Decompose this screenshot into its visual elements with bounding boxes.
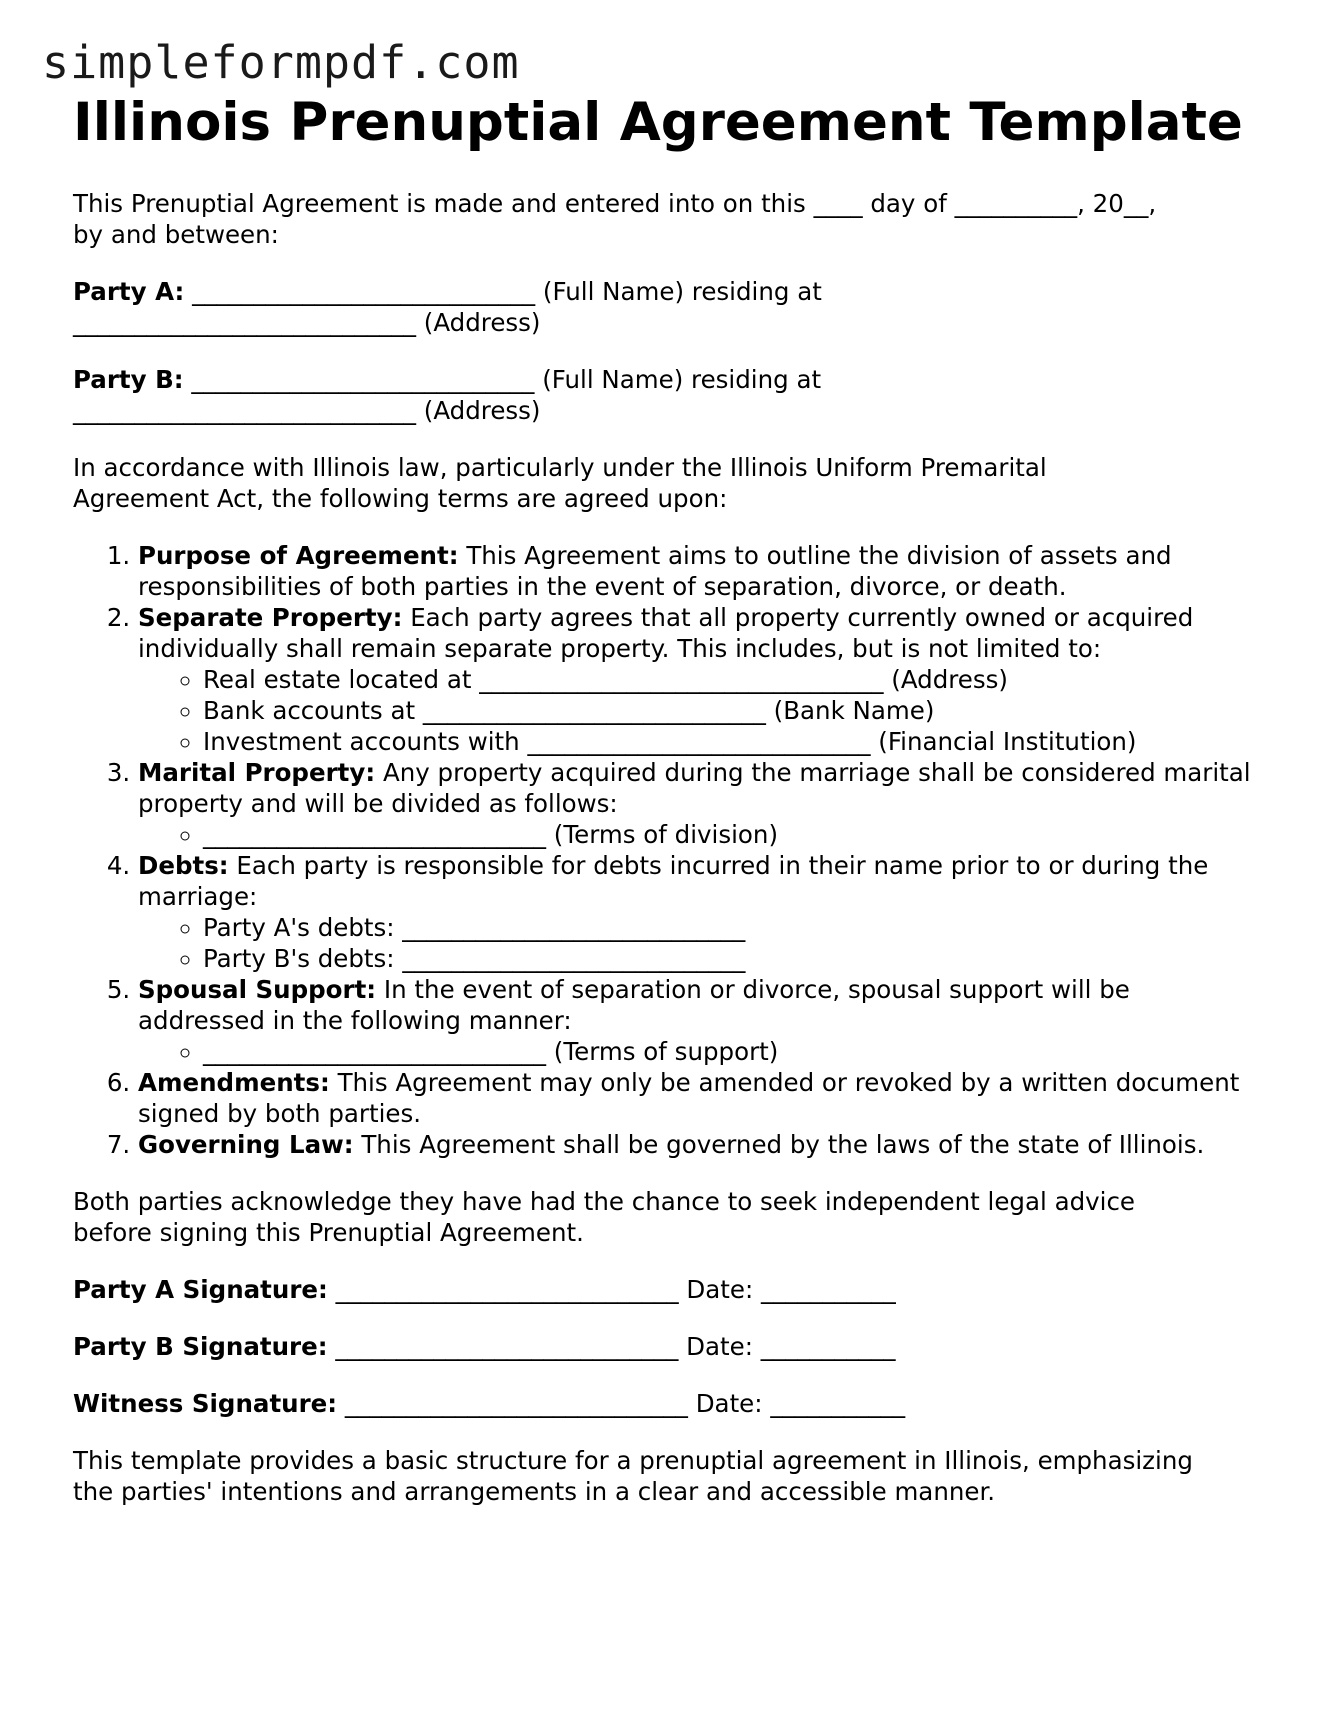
term-heading: Amendments: [138, 1068, 330, 1097]
term-text: Any property acquired during the marriage shall be considered marital property and will be divided as follows: [138, 758, 1251, 818]
term-heading: Purpose of Agreement: [138, 541, 459, 570]
intro-line-1: This Prenuptial Agreement is made and entered into on this ____ day of __________, 20__, [73, 189, 1157, 218]
signature-row-witness [73, 1388, 1253, 1419]
term-subitems [138, 1036, 1253, 1067]
intro-line-2: by and between: [73, 220, 279, 249]
term-item [138, 1129, 1253, 1160]
signature-label: Party A Signature: [73, 1275, 328, 1304]
date-label: Date: [695, 1389, 763, 1418]
term-text: In the event of separation or divorce, spousal support will be addressed in the following manner: [138, 975, 1130, 1035]
term-heading: Debts: [138, 851, 229, 880]
term-heading: Spousal Support: [138, 975, 377, 1004]
signature-row-party-b [73, 1331, 1253, 1362]
term-subitem: ◦ Investment accounts with ____________________________ (Financial Institution) [203, 726, 1253, 757]
watermark-text: simpleformpdf.com [42, 36, 520, 89]
date-label: Date: [686, 1332, 753, 1361]
term-heading: Governing Law: [138, 1130, 354, 1159]
signature-label: Witness Signature: [73, 1389, 338, 1418]
term-text: This Agreement may only be amended or revoked by a written document signed by both parties. [138, 1068, 1240, 1128]
term-subitem: ◦ ____________________________ (Terms of division) [203, 819, 1253, 850]
terms-list [73, 540, 1253, 1160]
term-item [138, 1067, 1253, 1129]
date-line: ___________ [770, 1389, 906, 1418]
party-b-address-line: ____________________________ (Address) [73, 396, 541, 425]
term-text: This Agreement aims to outline the division of assets and responsibilities of both parties in the event of separation, divorce, or death. [138, 541, 1172, 601]
term-item [138, 540, 1253, 602]
party-a-block [73, 276, 1253, 338]
term-subitem: ◦ Party B's debts: ____________________________ [203, 943, 1253, 974]
date-line: ___________ [761, 1275, 896, 1304]
intro-paragraph [73, 188, 1253, 250]
term-item [138, 602, 1253, 757]
date-label: Date: [686, 1275, 754, 1304]
closing-paragraph: This template provides a basic structure for a prenuptial agreement in Illinois, emphasizing the parties' intentions and arrangements in a clear and accessible manner. [73, 1446, 1193, 1506]
term-heading: Separate Property: [138, 603, 403, 632]
document-page [73, 92, 1253, 1533]
document-title: Illinois Prenuptial Agreement Template [73, 92, 1243, 153]
party-a-address-line: ____________________________ (Address) [73, 308, 541, 337]
term-heading: Marital Property: [138, 758, 376, 787]
party-b-name-line: ____________________________ (Full Name) residing at [191, 365, 822, 394]
signature-line: ____________________________ [335, 1332, 679, 1361]
term-item [138, 850, 1253, 974]
law-intro-paragraph: In accordance with Illinois law, particularly under the Illinois Uniform Premarital Agreement Act, the following terms are agreed upon: [73, 453, 1047, 513]
term-text: Each party agrees that all property currently owned or acquired individually shall remain separate property. This includes, but is not limited to: [138, 603, 1194, 663]
term-subitem: ◦ Bank accounts at ____________________________ (Bank Name) [203, 695, 1253, 726]
term-subitem: ◦ Real estate located at _________________________________ (Address) [203, 664, 1253, 695]
acknowledgement-paragraph: Both parties acknowledge they have had the chance to seek independent legal advice before signing this Prenuptial Agreement. [73, 1187, 1135, 1247]
party-b-block [73, 364, 1253, 426]
term-item [138, 757, 1253, 850]
term-subitem: ◦ ____________________________ (Terms of support) [203, 1036, 1253, 1067]
signature-row-party-a [73, 1274, 1253, 1305]
signature-label: Party B Signature: [73, 1332, 328, 1361]
term-subitem: ◦ Party A's debts: ____________________________ [203, 912, 1253, 943]
date-line: ___________ [760, 1332, 896, 1361]
term-item [138, 974, 1253, 1067]
party-a-label: Party A: [73, 277, 185, 306]
signature-line: ____________________________ [335, 1275, 679, 1304]
party-b-label: Party B: [73, 365, 184, 394]
term-subitems [138, 912, 1253, 974]
term-text: This Agreement shall be governed by the laws of the state of Illinois. [361, 1130, 1205, 1159]
term-subitems [138, 819, 1253, 850]
signature-line: ____________________________ [344, 1389, 688, 1418]
term-subitems [138, 664, 1253, 757]
term-text: Each party is responsible for debts incurred in their name prior to or during the marriage: [138, 851, 1209, 911]
party-a-name-line: ____________________________ (Full Name) residing at [192, 277, 822, 306]
